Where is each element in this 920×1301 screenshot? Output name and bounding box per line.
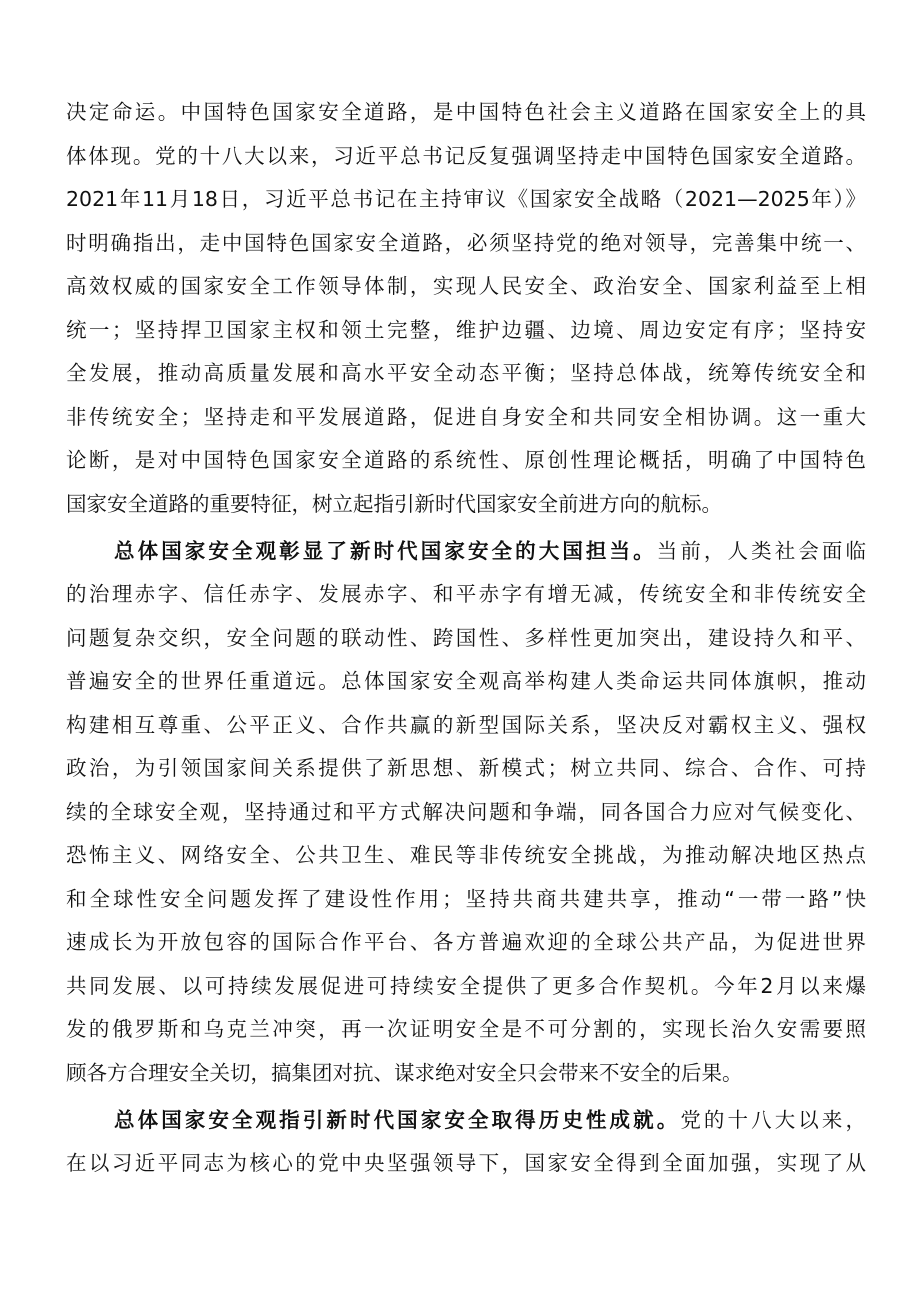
paragraph-1-line-1: 决定命运。中国特色国家安全道路，是中国特色社会主义道路在国家安全上的具 [66,100,866,124]
paragraph-1-line-4: 时明确指出，走中国特色国家安全道路，必须坚持党的绝对领导，完善集中统一、 [66,231,866,255]
paragraph-2-line-13: 顾各方合理安全关切，搞集团对抗、谋求绝对安全只会带来不安全的后果。 [66,1061,743,1085]
paragraph-2-line-3: 问题复杂交织，安全问题的联动性、跨国性、多样性更加突出，建设持久和平、 [66,626,866,650]
paragraph-2-line-6: 政治，为引领国家间关系提供了新思想、新模式；树立共同、综合、合作、可持 [66,756,866,780]
paragraph-2-line-11: 共同发展、以可持续发展促进可持续安全提供了更多合作契机。今年2月以来爆 [66,974,866,998]
paragraph-2-line-9: 和全球性安全问题发挥了建设性作用；坚持共商共建共享，推动“一带一路”快 [66,887,866,911]
paragraph-2-line-10: 速成长为开放包容的国际合作平台、各方普遍欢迎的全球公共产品，为促进世界 [66,930,866,954]
paragraph-2-line-1 [114,534,866,568]
paragraph-3-lead-sentence: 总体国家安全观指引新时代国家安全取得历史性成就。 [114,1108,681,1132]
paragraph-2-first-line-rest: 当前，人类社会面临 [656,539,866,563]
paragraph-2-line-7: 续的全球安全观，坚持通过和平方式解决问题和争端，同各国合力应对气候变化、 [66,800,866,824]
paragraph-1-line-3: 2021年11月18日，习近平总书记在主持审议《国家安全战略（2021—2025年）》 [66,187,866,211]
paragraph-1-line-9: 论断，是对中国特色国家安全道路的系统性、原创性理论概括，明确了中国特色 [66,448,866,472]
paragraph-2-line-12: 发的俄罗斯和乌克兰冲突，再一次证明安全是不可分割的，实现长治久安需要照 [66,1017,866,1041]
paragraph-3-first-line-rest: 党的十八大以来， [680,1108,866,1132]
paragraph-3-line-1 [114,1103,866,1137]
paragraph-2-line-4: 普遍安全的世界任重道远。总体国家安全观高举构建人类命运共同体旗帜，推动 [66,669,866,693]
paragraph-1-line-5: 高效权威的国家安全工作领导体制，实现人民安全、政治安全、国家利益至上相 [66,274,866,298]
paragraph-2-line-2: 的治理赤字、信任赤字、发展赤字、和平赤字有增无减，传统安全和非传统安全 [66,582,866,606]
paragraph-2-lead-sentence: 总体国家安全观彰显了新时代国家安全的大国担当。 [114,539,657,563]
paragraph-2-line-8: 恐怖主义、网络安全、公共卫生、难民等非传统安全挑战，为推动解决地区热点 [66,843,866,867]
paragraph-2-line-5: 构建相互尊重、公平正义、合作共赢的新型国际关系，坚决反对霸权主义、强权 [66,713,866,737]
paragraph-1-line-8: 非传统安全；坚持走和平发展道路，促进自身安全和共同安全相协调。这一重大 [66,405,866,429]
paragraph-1-line-10: 国家安全道路的重要特征，树立起指引新时代国家安全前进方向的航标。 [66,492,722,516]
paragraph-3-line-2: 在以习近平同志为核心的党中央坚强领导下，国家安全得到全面加强，实现了从 [66,1151,866,1175]
paragraph-1-line-2: 体体现。党的十八大以来，习近平总书记反复强调坚持走中国特色国家安全道路。 [66,144,866,168]
paragraph-1-line-7: 全发展，推动高质量发展和高水平安全动态平衡；坚持总体战，统筹传统安全和 [66,361,866,385]
paragraph-1-line-6: 统一；坚持捍卫国家主权和领土完整，维护边疆、边境、周边安定有序；坚持安 [66,318,866,342]
